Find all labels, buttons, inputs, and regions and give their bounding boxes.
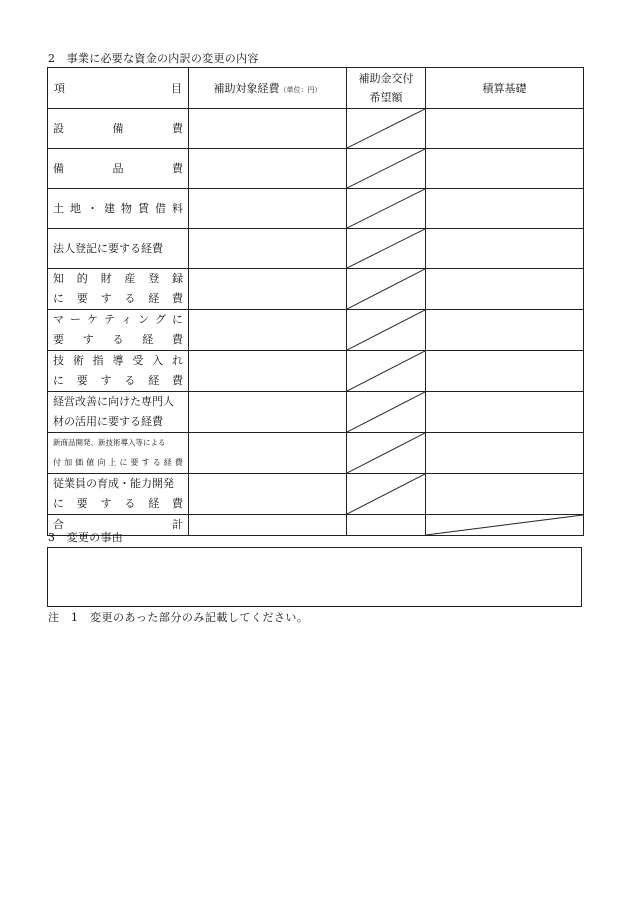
label-text: 土 [53,201,64,215]
calculation-basis-cell[interactable] [426,109,584,149]
label-text: ケ [87,313,98,326]
calculation-basis-cell[interactable] [426,351,584,392]
subsidized-cost-cell[interactable] [189,351,347,392]
expense-item-label [48,351,189,392]
subsidized-cost-cell[interactable] [189,310,347,351]
requested-amount-line1: 補助金交付 [358,72,414,85]
label-text: マ [53,313,64,326]
label-text: る [124,374,136,387]
label-text: に [119,458,128,467]
total-row [48,515,584,536]
label-text: 従業員の育成・能力開発 [53,477,174,490]
label-text: 材の活用に要する経費 [53,415,163,428]
subsidized-cost-cell[interactable] [189,229,347,269]
table-row [48,189,584,229]
table-row [48,433,584,474]
label-text: る [124,497,136,510]
label-line [53,289,183,309]
label-text: 借 [155,201,166,215]
label-text: す [100,292,112,305]
label-text: 費 [171,497,183,510]
label-text: 経 [163,458,172,467]
diagonal-line [347,474,425,514]
label-text: 指 [92,354,104,367]
label-text: す [141,458,150,467]
label-text: 法人登記に要する経費 [53,241,163,255]
label-text: 要 [53,333,64,346]
expense-item-label [48,109,189,149]
header-requested-amount [347,68,426,109]
label-text: に [53,374,64,387]
label-text: 費 [172,121,183,135]
label-line [53,351,183,371]
label-text: る [112,333,124,346]
requested-amount-line2: 希望額 [369,91,403,104]
expense-item-label [48,149,189,189]
diagonal-line [426,515,583,535]
label-text: 受 [132,354,144,367]
requested-amount-cell [347,310,426,351]
label-text: 地 [70,201,81,215]
label-text: 料 [172,201,183,215]
expense-item-label [48,310,189,351]
label-line [53,474,183,494]
change-reason-field[interactable] [47,547,582,607]
label-text: ー [70,313,81,326]
table-row [48,229,584,269]
header-item-char: 項 [54,82,65,95]
expense-item-label [48,392,189,433]
calculation-basis-cell[interactable] [426,310,584,351]
requested-amount-cell [347,269,426,310]
label-text: テ [104,313,115,326]
label-line [53,310,183,330]
subsidized-cost-label: 補助対象経費 [213,82,280,95]
label-text: 技 [53,354,64,367]
label-text: 的 [76,272,88,285]
label-text: 財 [100,272,112,285]
expense-breakdown-table [47,67,584,536]
label-text: 入 [152,354,164,367]
requested-amount-cell [347,189,426,229]
calculation-basis-cell[interactable] [426,474,584,515]
requested-amount-cell [347,149,426,189]
label-text: 登 [148,272,160,285]
label-line [53,330,183,350]
requested-amount-cell [347,392,426,433]
diagonal-line [347,310,425,350]
table-header-row [48,68,584,109]
label-text: ィ [121,313,132,326]
subsidized-cost-cell[interactable] [189,149,347,189]
calculation-basis-cell[interactable] [426,149,584,189]
label-text: 費 [174,458,183,467]
subsidized-cost-cell[interactable] [189,433,347,474]
label-text: 物 [121,201,132,215]
label-text: 経 [148,497,160,510]
expense-item-label [48,189,189,229]
label-text: 録 [171,272,183,285]
expense-item-label [48,229,189,269]
table-row [48,351,584,392]
calculation-basis-cell[interactable] [426,189,584,229]
label-line [53,392,183,412]
label-text: 品 [112,161,124,175]
label-line [53,119,183,139]
label-text: る [124,292,136,305]
calculation-basis-cell[interactable] [426,269,584,310]
label-text: 知 [53,272,64,285]
expense-item-label [48,269,189,310]
header-item [48,68,189,109]
requested-amount-cell [347,351,426,392]
label-text: 費 [171,292,183,305]
label-text: 値 [86,458,95,467]
expense-item-label [48,474,189,515]
diagonal-line [347,189,425,228]
diagonal-line [347,351,425,391]
total-label-char: 計 [172,518,183,531]
label-line [53,371,183,391]
label-line [53,199,183,219]
label-line [53,412,183,432]
label-line [53,269,183,289]
table-row [48,392,584,433]
header-item-char: 目 [171,82,182,95]
total-subsidized-cost-cell[interactable] [189,515,347,536]
label-text: ン [138,313,149,326]
table-row [48,474,584,515]
label-text: に [172,313,183,326]
label-text: 費 [171,374,183,387]
label-text: 備 [53,161,64,175]
requested-amount-cell [347,433,426,474]
unit-label: （単位：円） [279,86,322,94]
label-text: に [53,292,64,305]
label-text: 経 [142,333,154,346]
label-text: 経 [148,374,160,387]
label-text: 新商品開発、新技術導入等による [53,438,166,447]
diagonal-line [347,109,425,148]
diagonal-line [347,149,425,188]
label-text: 価 [75,458,84,467]
label-text: 費 [172,161,183,175]
calculation-basis-cell[interactable] [426,392,584,433]
requested-amount-cell [347,109,426,149]
label-text: 要 [130,458,139,467]
subsidized-cost-cell[interactable] [189,474,347,515]
footnote: 注 1 変更のあった部分のみ記載してください。 [48,611,309,624]
label-text: 付 [53,458,61,467]
diagonal-line [347,269,425,309]
total-label-char: 合 [53,518,64,531]
label-text: 上 [108,458,117,467]
table-row [48,310,584,351]
table-row [48,149,584,189]
label-text: 設 [53,121,64,135]
subsidized-cost-cell[interactable] [189,269,347,310]
label-text: 経 [148,292,160,305]
label-text: グ [155,313,166,326]
total-calculation-basis-cell [426,515,584,536]
label-text: す [82,333,94,346]
label-text: 加 [64,458,73,467]
label-line [53,453,183,473]
header-subsidized-cost [189,68,347,109]
label-text: 要 [76,497,88,510]
label-text: 要 [76,292,88,305]
label-text: に [53,497,64,510]
diagonal-line [347,433,425,473]
table-row [48,269,584,310]
header-calculation-basis: 積算基礎 [426,68,584,109]
label-text: 備 [112,121,124,135]
label-text: 経営改善に向けた専門人 [53,395,174,408]
subsidized-cost-cell[interactable] [189,392,347,433]
label-line [53,494,183,514]
requested-amount-cell [347,229,426,269]
calculation-basis-cell[interactable] [426,229,584,269]
label-line [53,433,183,453]
label-text: す [100,374,112,387]
section-3-title: 3 変更の事由 [48,531,124,544]
total-requested-amount-cell[interactable] [347,515,426,536]
label-text: れ [171,354,183,367]
label-text: す [100,497,112,510]
label-text: 賃 [138,201,149,215]
label-text: 向 [97,458,106,467]
label-text: 導 [112,354,124,367]
label-text: 要 [76,374,88,387]
subsidized-cost-cell[interactable] [189,189,347,229]
subsidized-cost-cell[interactable] [189,109,347,149]
label-text: 建 [104,201,115,215]
diagonal-line [347,392,425,432]
expense-item-label [48,433,189,474]
label-line [53,159,183,179]
section-2-title: 2 事業に必要な資金の内訳の変更の内容 [48,52,259,65]
label-line [53,239,183,259]
calculation-basis-cell[interactable] [426,433,584,474]
label-text: ・ [87,201,98,215]
requested-amount-cell [347,474,426,515]
label-text: 産 [124,272,136,285]
label-text: る [152,458,161,467]
label-text: 費 [172,333,183,346]
table-row [48,109,584,149]
label-text: 術 [72,354,84,367]
diagonal-line [347,229,425,268]
